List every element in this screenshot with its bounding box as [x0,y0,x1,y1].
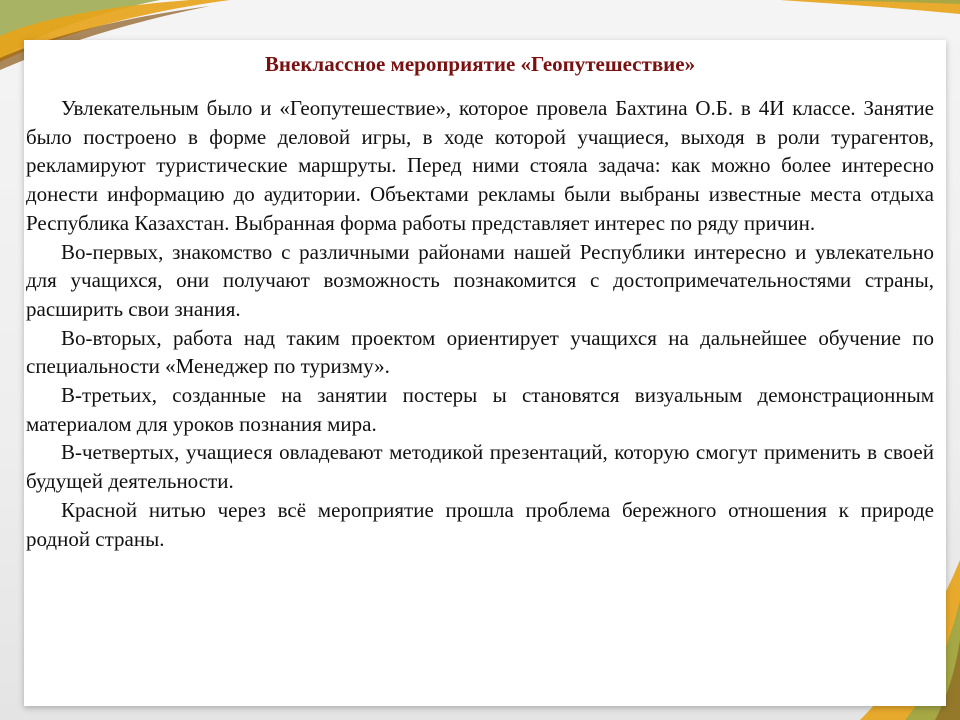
slide-title: Внеклассное мероприятие «Геопутешествие» [264,52,696,76]
paragraph-third-reason: В-третьих, созданные на занятии постеры ы становятся визуальным демонстрационным материалом для уроков познания мира. [26,383,934,436]
paragraph-conclusion: Красной нитью через всё мероприятие прошла проблема бережного отношения к природе родной страны. [26,497,934,551]
slide-body [26,94,934,553]
paragraph-first-reason: Во-первых, знакомство с различными районами нашей Республики интересно и увлекательно для учащихся, они получают возможность познакомится с достопримечательностями страны, расширить свои знания. [26,239,934,321]
paragraph-fourth-reason: В-четвертых, учащиеся овладевают методикой презентаций, которую смогут применить в своей будущей деятельности. [26,440,934,494]
paragraph-intro: Увлекательным было и «Геопутешествие», которое провела Бахтина О.Б. в 4И классе. Занятие было построено в форме деловой игры, в ходе которой учащиеся, выходя в роли турагентов, рекламируют туристические маршруты. Перед ними стояла задача: как можно более интересно донести информацию до аудитории. Объектами рекламы были выбраны известные места отдыха Республика Казахстан. Выбранная форма работы представляет интерес по ряду причин. [26,96,934,235]
paragraph-second-reason: Во-вторых, работа над таким проектом ориентирует учащихся на дальнейшее обучение по специальности «Менеджер по туризму». [26,325,934,379]
